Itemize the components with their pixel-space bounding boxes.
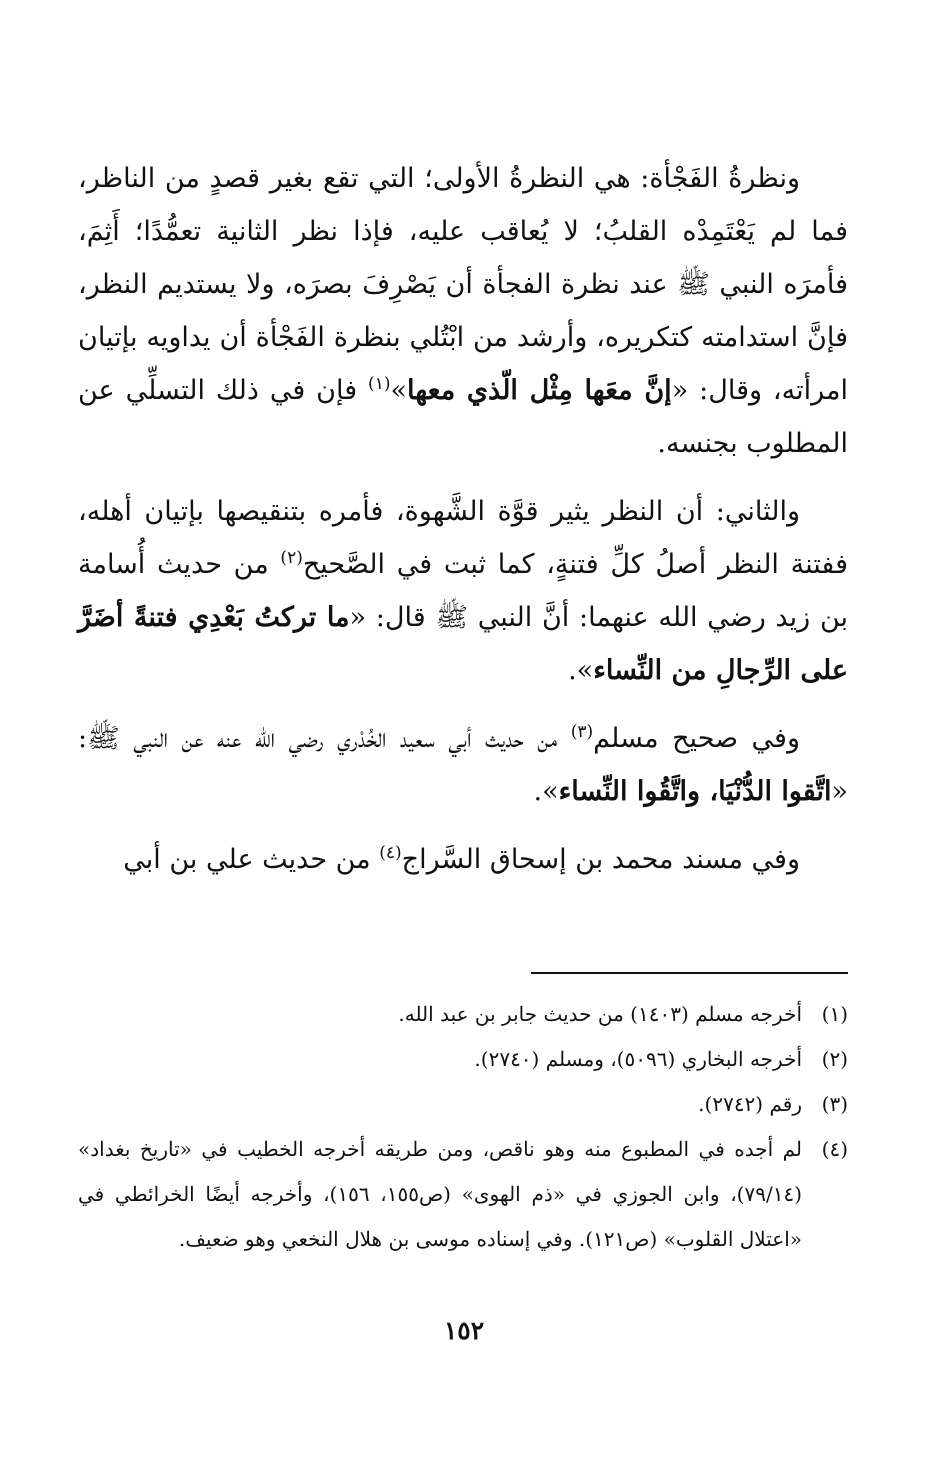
footnote-ref-3[interactable]: (٣) — [570, 722, 594, 742]
hadith-quote: اتَّقوا الدُّنْيَا، واتَّقُوا النِّساء — [558, 776, 832, 807]
footnote-2 — [78, 1037, 848, 1082]
paragraph-4 — [78, 833, 848, 886]
paragraph-4-text: وفي مسند محمد بن إسحاق السَّراج — [401, 844, 800, 875]
quote-close: » — [390, 375, 407, 406]
footnote-ref-1[interactable]: (١) — [368, 374, 391, 394]
footnote-1 — [78, 992, 848, 1037]
footnote-ref-4[interactable]: (٤) — [379, 843, 402, 863]
paragraph-2 — [78, 485, 848, 697]
paragraph-2-text-mid: من حديث أُسامة بن زيد رضي الله عنهما: أنَّ النبي ﷺ قال: « — [78, 549, 849, 633]
paragraph-3-text-mid: من حديث أبي سعيد الخُدْري رضي الله عنه عن النبي ﷺ: « — [78, 723, 848, 807]
footnote-number: (٣) — [821, 1092, 848, 1116]
footnote-number: (٤) — [821, 1137, 848, 1161]
paragraph-3-text: وفي صحيح مسلم — [593, 723, 800, 754]
footnote-text: رقم (٢٧٤٢). — [698, 1092, 802, 1116]
page-number: ١٥٢ — [443, 1316, 485, 1345]
paragraph-1-text-end: فإن في ذلك التسلِّي عن المطلوب بجنسه. — [78, 375, 848, 459]
hadith-quote: ما تركتُ بَعْدِي فتنةً أضَرَّ على الرِّجالِ من النِّساء — [78, 602, 848, 686]
footnote-text: لم أجده في المطبوع منه وهو ناقص، ومن طريقه أخرجه الخطيب في «تاريخ بغداد» (٧٩/١٤)، وابن الجوزي في «ذم الهوى» (ص١٥٥، ١٥٦)، وأخرجه أيضًا الخرائطي في «اعتلال القلوب» (ص١٢١). وفي إسناده موسى بن هلال النخعي وهو ضعيف. — [78, 1137, 802, 1251]
footnote-ref-2[interactable]: (٢) — [280, 548, 303, 568]
hadith-quote: إنَّ معَها مِثْل الّذي معها — [407, 375, 672, 406]
footnotes — [78, 992, 848, 1262]
footnote-number: (١) — [821, 1002, 848, 1026]
footnote-4 — [78, 1127, 848, 1262]
paragraph-2-text: والثاني: أن النظر يثير قوَّة الشَّهوة، فأمره بتنقيصها بإتيان أهله، ففتنة النظر أصلُ كلِّ فتنةٍ، كما ثبت في الصَّحيح — [78, 496, 848, 580]
footnote-3 — [78, 1082, 848, 1127]
paragraph-4-text-end: من حديث علي بن أبي — [123, 844, 380, 875]
paragraph-3 — [78, 712, 848, 818]
footnote-text: أخرجه مسلم (١٤٠٣) من حديث جابر بن عبد الله. — [398, 1002, 802, 1026]
quote-close: ». — [533, 776, 559, 807]
footnote-divider — [531, 972, 848, 974]
footnote-text: أخرجه البخاري (٥٠٩٦)، ومسلم (٢٧٤٠). — [474, 1047, 802, 1071]
quote-close: ». — [568, 655, 594, 686]
paragraph-1 — [78, 152, 848, 470]
footnote-number: (٢) — [821, 1047, 848, 1071]
main-text — [78, 152, 848, 901]
paragraph-1-text: ونظرةُ الفَجْأة: هي النظرةُ الأولى؛ التي تقع بغير قصدٍ من الناظر، فما لم يَعْتَمِدْه القلبُ؛ لا يُعاقب عليه، فإذا نظر الثانية تعمُّدًا؛ أَثِمَ، فأمرَه النبي ﷺ عند نظرة الفجأة أن يَصْرِفَ بصرَه، ولا يستديم النظر، فإنَّ استدامته كتكريره، وأرشد من ابْتُلي بنظرة الفَجْأة أن يداويه بإتيان امرأته، وقال: « — [78, 163, 848, 406]
